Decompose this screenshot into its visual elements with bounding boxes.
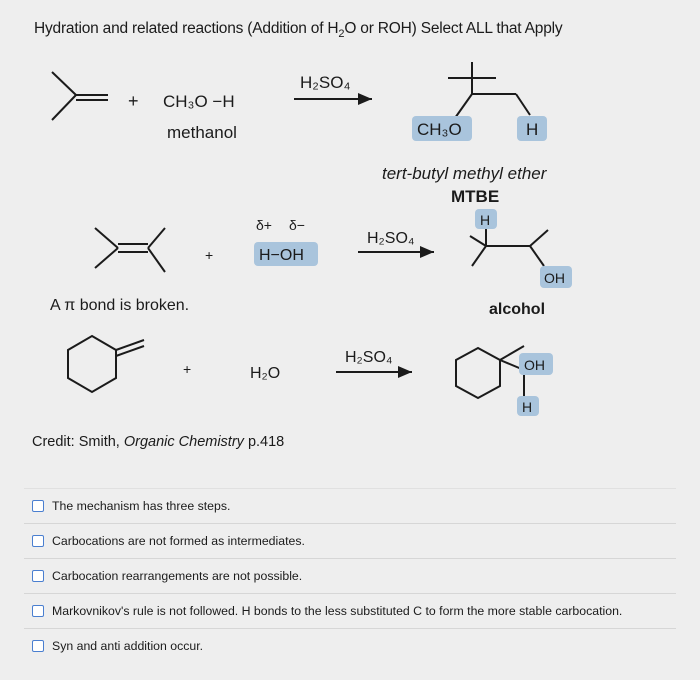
catalyst-label-2: H₂SO₄	[367, 230, 415, 247]
isobutylene-structure	[52, 72, 108, 120]
option-label[interactable]: Markovnikov's rule is not followed. H bonds to the less substituted C to form the more stable carbocation.	[52, 604, 623, 618]
product-name-1: tert-butyl methyl ether	[382, 164, 547, 183]
answer-option[interactable]	[24, 558, 676, 593]
delta-minus-label: δ−	[289, 217, 305, 233]
option-label[interactable]: Carbocation rearrangements are not possible.	[52, 569, 303, 583]
option-checkbox[interactable]	[32, 500, 44, 512]
tetramethylethylene-structure	[95, 228, 165, 272]
option-checkbox[interactable]	[32, 640, 44, 652]
water-formula-1: H−OH	[259, 247, 304, 264]
delta-plus-label: δ+	[256, 217, 272, 233]
option-checkbox[interactable]	[32, 605, 44, 617]
methanol-formula: CH₃O −H	[163, 92, 235, 111]
plus-sign-3: +	[183, 361, 192, 377]
credit-line: Credit: Smith, Organic Chemistry p.418	[32, 434, 285, 450]
option-label[interactable]: Syn and anti addition occur.	[52, 639, 204, 653]
cyclohexanol-product-structure	[456, 346, 524, 398]
answer-options	[24, 488, 676, 663]
option-label[interactable]: The mechanism has three steps.	[52, 499, 231, 513]
pi-bond-note: A π bond is broken.	[50, 297, 190, 314]
catalyst-label-3: H₂SO₄	[345, 349, 393, 366]
catalyst-label-1: H₂SO₄	[300, 73, 351, 92]
answer-option[interactable]	[24, 593, 676, 628]
question-title: Hydration and related reactions (Addition of $H_2O$ or ROH) Select ALL that Apply	[34, 20, 563, 41]
product-abbrev-mtbe: MTBE	[451, 187, 500, 206]
product-group-hydrogen-3: H	[522, 399, 533, 415]
product-group-methoxy: CH₃O	[417, 120, 462, 139]
option-checkbox[interactable]	[32, 570, 44, 582]
methylenecyclohexane-structure	[68, 336, 144, 392]
answer-option[interactable]	[24, 628, 676, 663]
product-name-alcohol: alcohol	[489, 301, 546, 318]
water-formula-2: H₂O	[250, 365, 281, 382]
answer-option[interactable]	[24, 523, 676, 558]
product-group-hydroxyl-2: OH	[524, 357, 545, 373]
methanol-label: methanol	[167, 123, 237, 142]
option-label[interactable]: Carbocations are not formed as intermediates.	[52, 534, 305, 548]
plus-sign-1: +	[128, 91, 139, 111]
plus-sign-2: +	[205, 247, 214, 263]
product-group-hydrogen-2: H	[480, 212, 491, 228]
answer-option[interactable]	[24, 488, 676, 523]
option-checkbox[interactable]	[32, 535, 44, 547]
mtbe-structure	[448, 62, 530, 118]
alcohol-product-structure	[470, 226, 548, 266]
product-group-hydrogen-1: H	[526, 120, 539, 139]
product-group-hydroxyl-1: OH	[544, 270, 565, 286]
